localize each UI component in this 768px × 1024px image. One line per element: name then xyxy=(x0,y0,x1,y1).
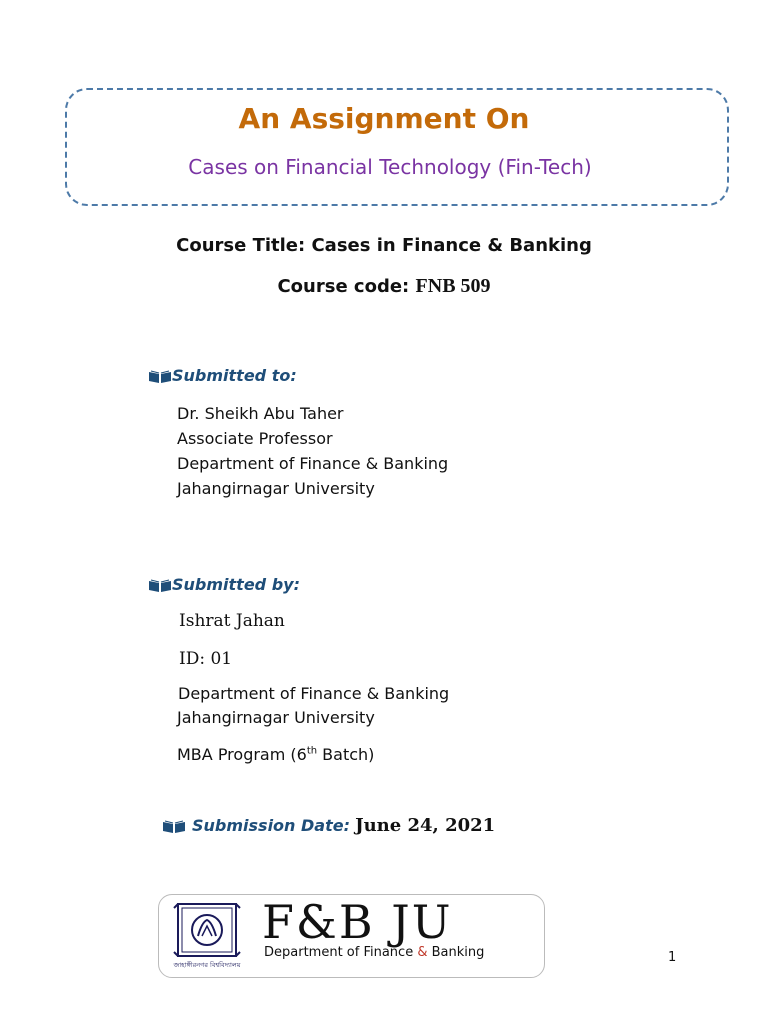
course-title: Course Title: Cases in Finance & Banking xyxy=(176,235,592,256)
supervisor-designation: Associate Professor xyxy=(177,429,333,448)
student-id: ID: 01 xyxy=(179,649,233,669)
student-department: Department of Finance & Banking xyxy=(178,684,450,703)
page-number: 1 xyxy=(668,950,677,965)
book-icon xyxy=(148,370,172,384)
seal-text: জাহাঙ্গীরনগর বিশ্ববিদ্যালয় xyxy=(173,961,241,969)
logo-sub-amp: & xyxy=(417,945,428,960)
submitted-to-heading xyxy=(148,366,297,385)
course-code-label: Course code: xyxy=(277,276,416,297)
student-name: Ishrat Jahan xyxy=(179,611,285,631)
course-code xyxy=(0,275,768,298)
university-seal-icon xyxy=(166,900,248,972)
student-program xyxy=(177,745,374,764)
program-prefix: MBA Program (6 xyxy=(177,745,307,764)
submitted-by-heading xyxy=(148,575,300,594)
program-sup: th xyxy=(306,745,318,757)
logo-sub-prefix: Department of Finance xyxy=(264,945,418,960)
supervisor-department: Department of Finance & Banking xyxy=(177,454,449,473)
student-university: Jahangirnagar University xyxy=(177,708,375,727)
supervisor-name: Dr. Sheikh Abu Taher xyxy=(177,404,344,423)
submitted-to-label: Submitted to: xyxy=(172,366,297,385)
submission-date-value: June 24, 2021 xyxy=(355,815,496,836)
program-suffix: Batch) xyxy=(317,745,375,764)
book-icon xyxy=(162,820,186,834)
department-logo-text: F&B JU xyxy=(262,895,453,949)
logo-sub-suffix: Banking xyxy=(427,945,485,960)
submitted-by-label: Submitted by: xyxy=(172,575,300,594)
assignment-title: An Assignment On xyxy=(238,102,530,135)
book-icon xyxy=(148,579,172,593)
assignment-subtitle: Cases on Financial Technology (Fin-Tech) xyxy=(188,155,592,179)
submission-date-label: Submission Date: xyxy=(192,816,350,835)
department-logo-subtext xyxy=(264,945,484,960)
supervisor-university: Jahangirnagar University xyxy=(177,479,375,498)
submission-date-row xyxy=(162,815,495,836)
course-code-value: FNB 509 xyxy=(415,275,491,297)
